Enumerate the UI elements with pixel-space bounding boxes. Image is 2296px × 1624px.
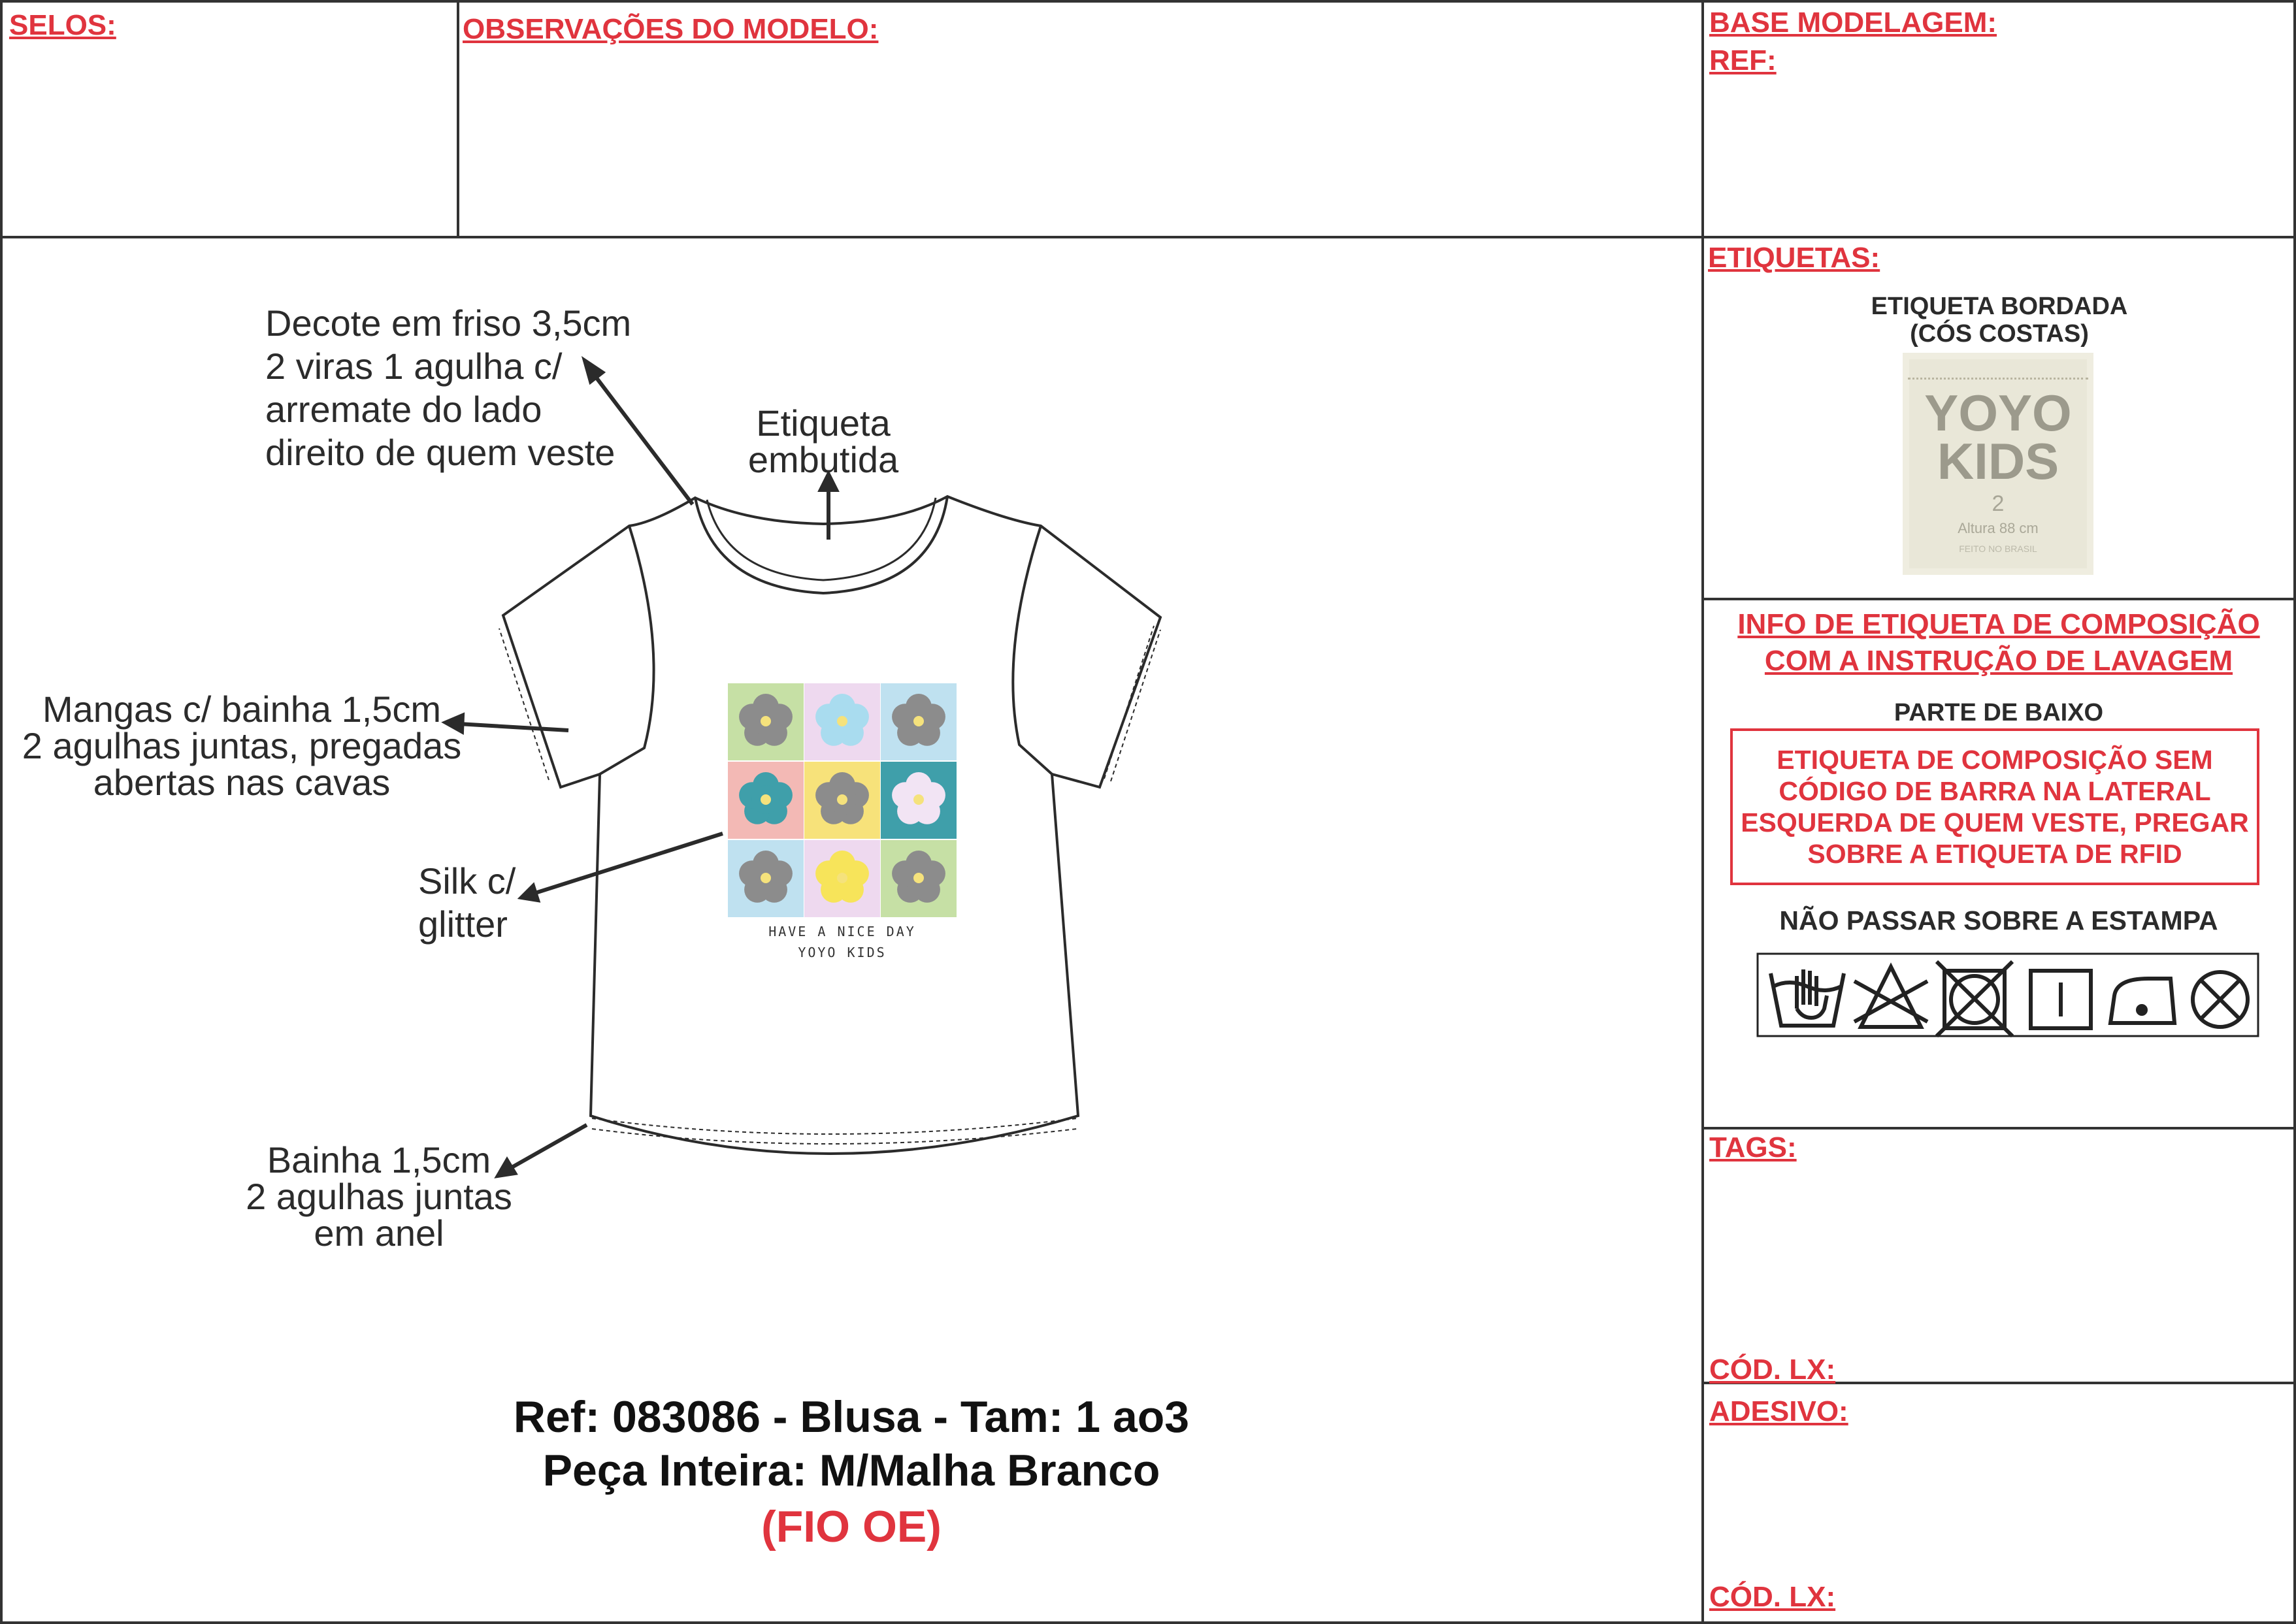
print-tile	[804, 840, 880, 917]
print-tile	[881, 762, 957, 839]
etiqueta-bordada-line1: ETIQUETA BORDADA	[1871, 293, 2128, 320]
print-tile	[728, 762, 804, 839]
tag-height: Altura 88 cm	[1958, 520, 2039, 536]
instruction-line4: SOBRE A ETIQUETA DE RFID	[1807, 839, 2182, 869]
print-tile	[728, 840, 804, 917]
mangas-line3: abertas nas cavas	[93, 762, 391, 803]
silk-line1: Silk c/	[418, 860, 516, 901]
do-not-bleach-icon	[1854, 967, 1927, 1027]
composicao-title	[1701, 606, 2296, 679]
composicao-title-line2: COM A INSTRUÇÃO DE LAVAGEM	[1764, 645, 2233, 677]
composicao-title-line1: INFO DE ETIQUETA DE COMPOSIÇÃO	[1737, 608, 2260, 640]
iron-low-icon	[2110, 979, 2174, 1023]
print-tile	[881, 683, 957, 760]
print-tile	[728, 683, 804, 760]
tag-stitch-top	[1908, 378, 2088, 380]
ref-label: REF:	[1709, 44, 1777, 76]
mangas-note	[7, 691, 477, 801]
etiqueta-line2: embutida	[747, 439, 899, 480]
etiqueta-line1: Etiqueta	[756, 402, 891, 444]
nao-passar-warning: NÃO PASSAR SOBRE A ESTAMPA	[1779, 905, 2218, 935]
silk-note	[418, 860, 516, 946]
footer-fio-line: (FIO OE)	[761, 1502, 942, 1551]
bainha-line2: 2 agulhas juntas	[246, 1176, 512, 1217]
print-text-line1: HAVE A NICE DAY	[768, 924, 916, 939]
composicao-instruction-box	[1730, 728, 2259, 885]
print-tile	[804, 762, 880, 839]
care-symbols-strip	[1756, 952, 2259, 1037]
decote-line4: direito de quem veste	[265, 432, 615, 473]
do-not-dry-clean-icon	[2193, 972, 2248, 1027]
print-artwork	[728, 683, 957, 918]
tag-size: 2	[1992, 491, 2005, 516]
flower-grid-svg	[728, 683, 957, 918]
bainha-line3: em anel	[314, 1212, 444, 1254]
mangas-line2: 2 agulhas juntas, pregadas	[22, 725, 462, 766]
footer-ref-line: Ref: 083086 - Blusa - Tam: 1 ao3	[513, 1392, 1190, 1442]
instruction-line2: CÓDIGO DE BARRA NA LATERAL	[1779, 776, 2211, 806]
observacoes-label: OBSERVAÇÕES DO MODELO:	[463, 13, 879, 45]
etiqueta-bordada-line2: (CÓS COSTAS)	[1910, 320, 2089, 348]
bainha-line1: Bainha 1,5cm	[267, 1139, 491, 1180]
instruction-line1: ETIQUETA DE COMPOSIÇÃO SEM	[1777, 745, 2213, 775]
decote-note	[265, 302, 631, 474]
adesivo-cod-lx: CÓD. LX:	[1709, 1581, 1836, 1613]
etiquetas-label: ETIQUETAS:	[1708, 242, 1880, 274]
parte-de-baixo: PARTE DE BAIXO	[1894, 699, 2104, 726]
decote-line1: Decote em friso 3,5cm	[265, 302, 632, 344]
tag-brand-line2: KIDS	[1937, 432, 2059, 490]
footer-material-line: Peça Inteira: M/Malha Branco	[542, 1446, 1160, 1495]
tag-origin: FEITO NO BRASIL	[1959, 544, 2037, 554]
etiqueta-bordada-title	[1803, 293, 2195, 348]
decote-line3: arremate do lado	[265, 389, 542, 430]
tags-cod-lx: CÓD. LX:	[1709, 1354, 1836, 1386]
do-not-tumble-dry-icon	[1937, 962, 2012, 1036]
mangas-line1: Mangas c/ bainha 1,5cm	[42, 689, 442, 730]
silk-line2: glitter	[418, 903, 508, 945]
decote-line2: 2 viras 1 agulha c/	[265, 346, 563, 387]
print-tile	[881, 840, 957, 917]
print-text-line2: YOYO KIDS	[798, 945, 887, 960]
adesivo-label: ADESIVO:	[1709, 1395, 1848, 1427]
selos-label: SELOS:	[9, 9, 116, 41]
right-column-divider	[1701, 0, 1704, 1624]
bainha-note	[222, 1139, 536, 1254]
base-modelagem-label: BASE MODELAGEM:	[1709, 7, 1997, 39]
embroidered-tag-image	[1903, 353, 2093, 575]
hand-wash-icon	[1771, 969, 1844, 1026]
etiquetas-divider	[1701, 598, 2296, 600]
instruction-line3: ESQUERDA DE QUEM VESTE, PREGAR	[1741, 807, 2249, 837]
print-tile	[804, 683, 880, 760]
composicao-divider	[1701, 1127, 2296, 1129]
tag-brand-line1: YOYO	[1924, 384, 2072, 442]
line-dry-icon	[2031, 971, 2091, 1028]
etiqueta-embutida-note	[719, 402, 928, 480]
tags-label: TAGS:	[1709, 1131, 1797, 1163]
